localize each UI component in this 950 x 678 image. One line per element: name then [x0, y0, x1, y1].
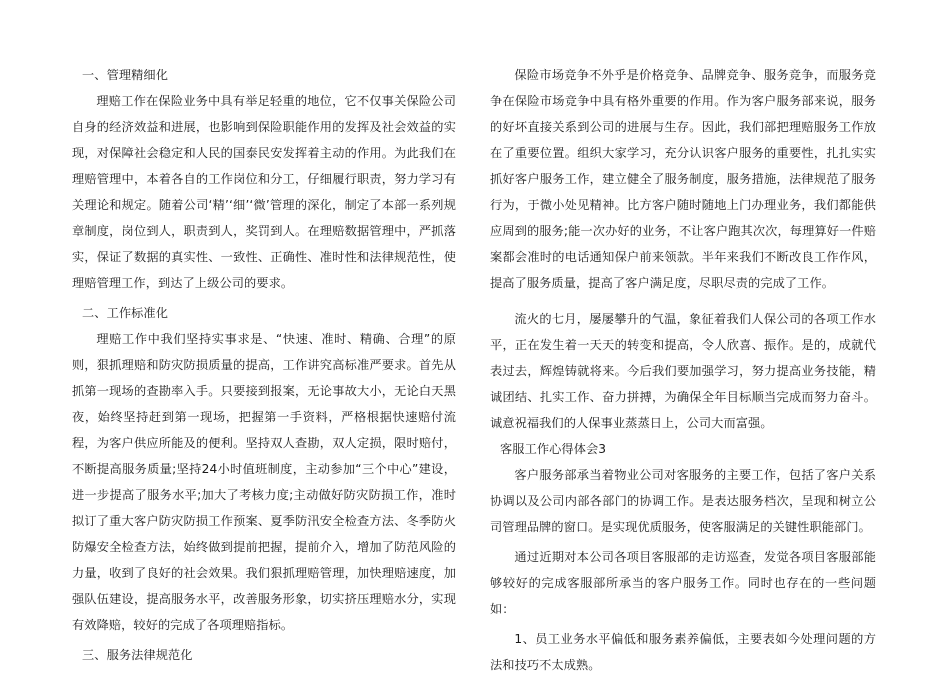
paragraph-standardization: 理赔工作中我们坚持实事求是、“快速、准时、精确、合理”的原则，狠抓理赔和防灾防损质量的提高，工作讲究高标准严要求。首先从抓第一现场的查勘率入手。只要接到报案，无论事故大小，无论白天黑夜，始终坚持赶到第一现场，把握第一手资料，严格根据快速赔付流程，为客户供应所能及的便利。坚持双人查勘，双人定损，限时赔付，不断提高服务质量;坚持24小时值班制度，主动参加“三个中心”建设，进一步提高了服务水平;加大了考核力度;主动做好防灾防损工作，准时拟订了重大客户防灾防损工作预案、夏季防汛安全检查方法、冬季防火防爆安全检查方法，始终做到提前把握，提前介入，增加了防范风险的力量，收到了良好的社会效果。我们狠抓理赔管理，加快理赔速度，加强队伍建设，提高服务水平，改善服务形象，切实挤压理赔水分，实现有效降赔，较好的完成了各项理赔指标。 [72, 332, 456, 632]
paragraph-service-department: 客户服务部承当着物业公司对客服务的主要工作，包括了客户关系协调以及公司内部各部门的协调工作。是表达服务档次，呈现和树立公司管理品牌的窗口。是实现优质服务，使客服满足的关键性职能部门。 [490, 468, 876, 534]
left-column [72, 62, 456, 668]
paragraph-issue-1: 1、员工业务水平偏低和服务素养偏低，主要表如今处理问题的方法和技巧不太成熟。 [490, 632, 876, 672]
paragraph-inspection: 通过近期对本公司各项目客服部的走访巡查，发觉各项目客服部能够较好的完成客服部所承当的客户服务工作。同时也存在的一些问题如： [490, 550, 876, 616]
paragraph-market-competition: 保险市场竞争不外乎是价格竞争、品牌竞争、服务竞争，而服务竞争在保险市场竞争中具有格外重要的作用。作为客户服务部来说，服务的好坏直接关系到公司的进展与生存。因此，我们部把理赔服务工作放在了重要位置。组织大家学习，充分认识客户服务的重要性，扎扎实实抓好客户服务工作，建立健全了服务制度，服务措施，法律规范了服务行为，于微小处见精神。比方客户随时随地上门办理业务，我们都能供应周到的服务;能一次办好的业务，不让客户跑其次次，每理算好一件赔案都会准时的电话通知保户前来领款。半年来我们不断改良工作作风，提高了服务质量，提高了客户满足度，尽职尽责的完成了工作。 [490, 68, 876, 290]
paragraph-july-summary: 流火的七月，屡屡攀升的气温，象征着我们人保公司的各项工作水平，正在发生着一天天的转变和提高，令人欣喜、振作。是的，成就代表过去，辉煌铸就将来。今后我们要加强学习，努力提高业务技能，精诚团结、扎实工作、奋力拼搏，为确保全年目标顺当完成而努力奋斗。诚意祝福我们的人保事业蒸蒸日上，公司大而富强。 [490, 312, 876, 430]
section-heading-management: 一、管理精细化 [82, 68, 169, 82]
right-column [490, 62, 876, 678]
section-heading-standardization: 二、工作标准化 [82, 306, 169, 320]
section-heading-customer-service-3: 客服工作心得体会3 [500, 442, 607, 456]
section-heading-service-law: 三、服务法律规范化 [82, 648, 193, 662]
paragraph-management: 理赔工作在保险业务中具有举足轻重的地位，它不仅事关保险公司自身的经济效益和进展，也影响到保险职能作用的发挥及社会效益的实现，对保障社会稳定和人民的国泰民安发挥着主动的作用。为此我们在理赔管理中，本着各自的工作岗位和分工，仔细履行职责，努力学习有关理论和规定。随着公司‘精’‘细’‘微’管理的深化，制定了本部一系列规章制度，岗位到人，职责到人，奖罚到人。在理赔数据管理中，严抓落实，保证了数据的真实性、一致性、正确性、准时性和法律规范性，使理赔管理工作，到达了上级公司的要求。 [72, 94, 456, 290]
